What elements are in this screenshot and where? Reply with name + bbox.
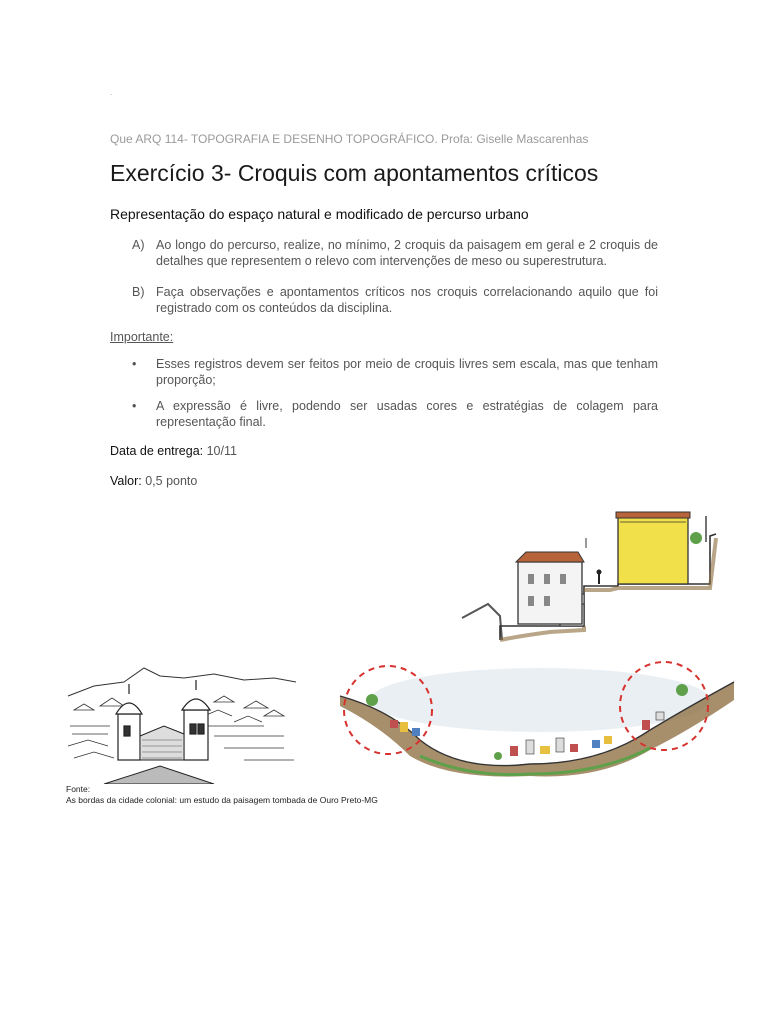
bullet-item	[110, 356, 658, 388]
list-marker: B)	[132, 285, 145, 299]
source-label: Fonte:	[66, 784, 91, 794]
stepped-houses-sketch	[460, 508, 720, 644]
source-text: As bordas da cidade colonial: um estudo da paisagem tombada de Ouro Preto-MG	[66, 795, 378, 805]
delivery-date	[110, 444, 237, 458]
list-item-text: Faça observações e apontamentos críticos nos croquis correlacionando aquilo que foi registrado com os conteúdos da disciplina.	[156, 285, 658, 315]
page-subtitle: Representação do espaço natural e modificado de percurso urbano	[110, 206, 529, 222]
delivery-date-label: Data de entrega:	[110, 444, 204, 458]
bullet-marker: •	[132, 399, 137, 413]
course-header: Que ARQ 114- TOPOGRAFIA E DESENHO TOPOGRÁFICO. Profa: Giselle Mascarenhas	[110, 132, 589, 146]
page-marker: .	[110, 88, 113, 97]
list-item-a	[110, 237, 658, 269]
bullet-text: A expressão é livre, podendo ser usadas cores e estratégias de colagem para representação final.	[156, 399, 658, 429]
valley-section-sketch	[330, 660, 742, 780]
grade-value	[110, 474, 197, 488]
bullet-marker: •	[132, 357, 137, 371]
list-item-text: Ao longo do percurso, realize, no mínimo, 2 croquis da paisagem em geral e 2 croquis de detalhes que representem o relevo com intervenções de meso ou superestrutura.	[156, 238, 658, 268]
important-label: Importante:	[110, 330, 174, 344]
list-item-b	[110, 284, 658, 316]
colonial-city-sketch	[64, 656, 300, 784]
bullet-item	[110, 398, 658, 430]
bullet-text: Esses registros devem ser feitos por meio de croquis livres sem escala, mas que tenham proporção;	[156, 357, 658, 387]
grade-label: Valor:	[110, 474, 142, 488]
source-caption	[66, 784, 378, 806]
list-marker: A)	[132, 238, 145, 252]
delivery-date-value: 10/11	[206, 444, 237, 458]
grade-amount: 0,5 ponto	[145, 474, 198, 488]
page-title: Exercício 3- Croquis com apontamentos críticos	[110, 160, 599, 186]
